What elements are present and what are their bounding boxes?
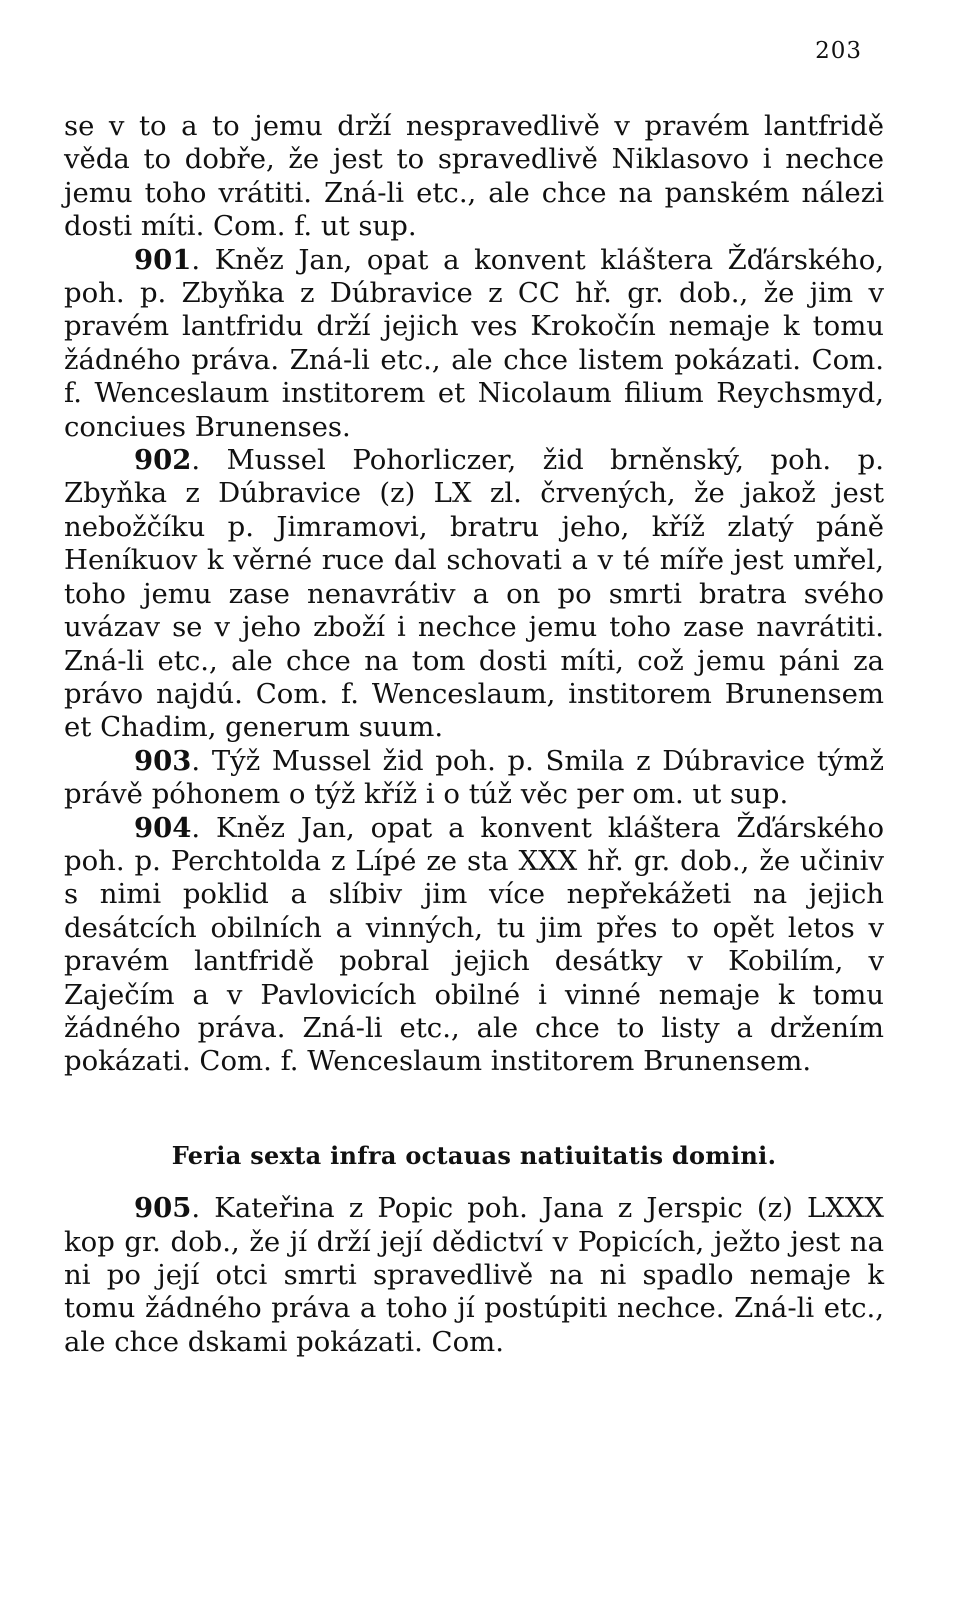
entry-number: 902 bbox=[134, 444, 192, 477]
entry-904 bbox=[64, 812, 884, 1079]
entry-902 bbox=[64, 444, 884, 745]
entry-text: . Kněz Jan, opat a konvent kláštera Žďárského poh. p. Perchtolda z Lípé ze sta XXX hř. gr. dob., že učiniv s nimi poklid a slíbiv jim více nepřekážeti na jejich desátcích obilních a vinných, tu jim přes to opět letos v pravém lantfridě pobral jejich desátky v Kobilím, v Zaječím a v Pavlovicích obilné i vinné nemaje k tomu žádného práva. Zná-li etc., ale chce to listy a držením pokázati. Com. f. Wenceslaum institorem Brunensem. bbox=[64, 811, 884, 1078]
document-page bbox=[64, 30, 884, 1590]
entry-number: 905 bbox=[134, 1192, 192, 1225]
page-number: 203 bbox=[815, 38, 862, 64]
entry-number: 901 bbox=[134, 243, 192, 276]
entry-901 bbox=[64, 244, 884, 444]
entry-text: . Týž Mussel žid poh. p. Smila z Dúbravice týmž právě póhonem o týž kříž i o túž věc per om. ut sup. bbox=[64, 744, 884, 811]
continuation-paragraph: se v to a to jemu drží nespravedlivě v pravém lantfridě věda to dobře, že jest to spravedlivě Niklasovo i nechce jemu toho vrátiti. Zná-li etc., ale chce na panském nálezi dosti míti. Com. f. ut sup. bbox=[64, 110, 884, 243]
entry-text: . Mussel Pohorliczer, žid brněnský, poh. p. Zbyňka z Dúbravice (z) LX zl. črvených, že jakož jest nebožčíku p. Jimramovi, bratru jeho, kříž zlatý páně Heníkuov k věrné ruce dal schovati a v té míře jest umřel, toho jemu zase nenavrátiv a on po smrti bratra svého uvázav se v jeho zboží i nechce jemu toho zase navrátiti. Zná-li etc., ale chce na tom dosti míti, což jemu páni za právo najdú. Com. f. Wenceslaum, institorem Brunensem et Chadim, generum suum. bbox=[64, 444, 884, 744]
entry-text: . Kateřina z Popic poh. Jana z Jerspic (z) LXXX kop gr. dob., že jí drží její dědictví v Popicích, ježto jest na ni po její otci smrti spravedlivě na ni spadlo nemaje k tomu žádného práva a toho jí postúpiti nechce. Zná-li etc., ale chce dskami pokázati. Com. bbox=[64, 1192, 884, 1358]
entry-number: 903 bbox=[134, 744, 192, 777]
entry-905 bbox=[64, 1192, 884, 1359]
entry-number: 904 bbox=[134, 811, 192, 844]
entry-text: . Kněz Jan, opat a konvent kláštera Žďárského, poh. p. Zbyňka z Dúbravice z CC hř. gr. dob., že jim v pravém lantfridu drží jejich ves Krokočín nemaje k tomu žádného práva. Zná-li etc., ale chce listem pokázati. Com. f. Wenceslaum institorem et Nicolaum filium Reychsmyd, conciues Brunenses. bbox=[64, 243, 884, 443]
section-heading: Feria sexta infra octauas natiuitatis domini. bbox=[171, 1140, 777, 1170]
entry-903 bbox=[64, 745, 884, 812]
body-text bbox=[64, 110, 884, 1359]
